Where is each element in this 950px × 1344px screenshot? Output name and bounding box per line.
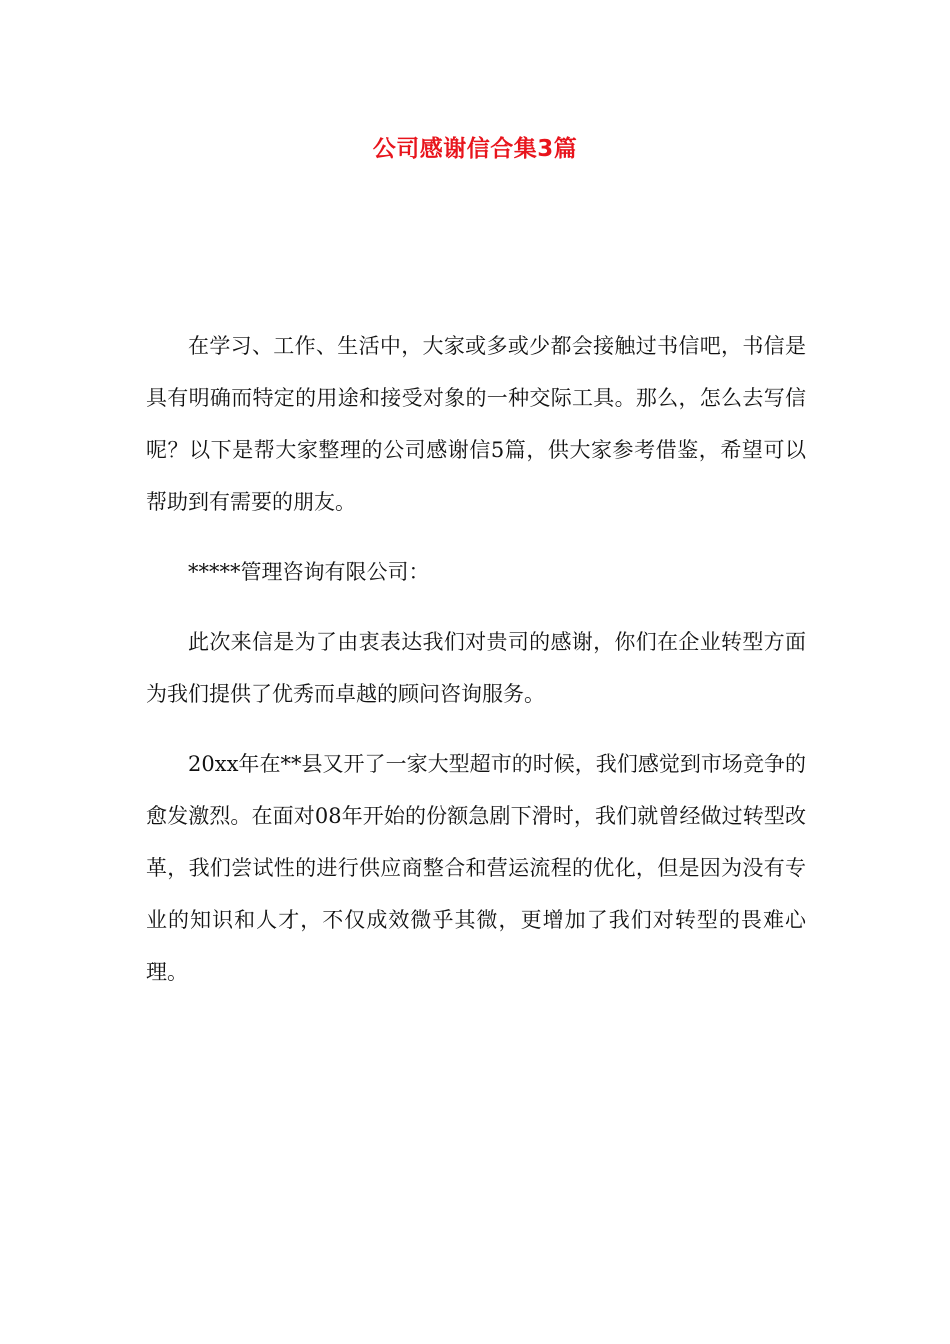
document-title: 公司感谢信合集3篇 [372,136,578,162]
thanks-paragraph: 此次来信是为了由衷表达我们对贵司的感谢，你们在企业转型方面为我们提供了优秀而卓越的顾问咨询服务。 [146,630,806,706]
intro-paragraph: 在学习、工作、生活中，大家或多或少都会接触过书信吧，书信是具有明确而特定的用途和接受对象的一种交际工具。那么，怎么去写信呢？以下是帮大家整理的公司感谢信5篇，供大家参考借鉴，希望可以帮助到有需要的朋友。 [146,334,806,514]
document-body [146,320,806,1016]
background-paragraph: 20xx年在**县又开了一家大型超市的时候，我们感觉到市场竞争的愈发激烈。在面对08年开始的份额急剧下滑时，我们就曾经做过转型改革，我们尝试性的进行供应商整合和营运流程的优化，但是因为没有专业的知识和人才，不仅成效微乎其微，更增加了我们对转型的畏难心理。 [146,752,806,984]
salutation-paragraph: *****管理咨询有限公司： [188,560,430,584]
